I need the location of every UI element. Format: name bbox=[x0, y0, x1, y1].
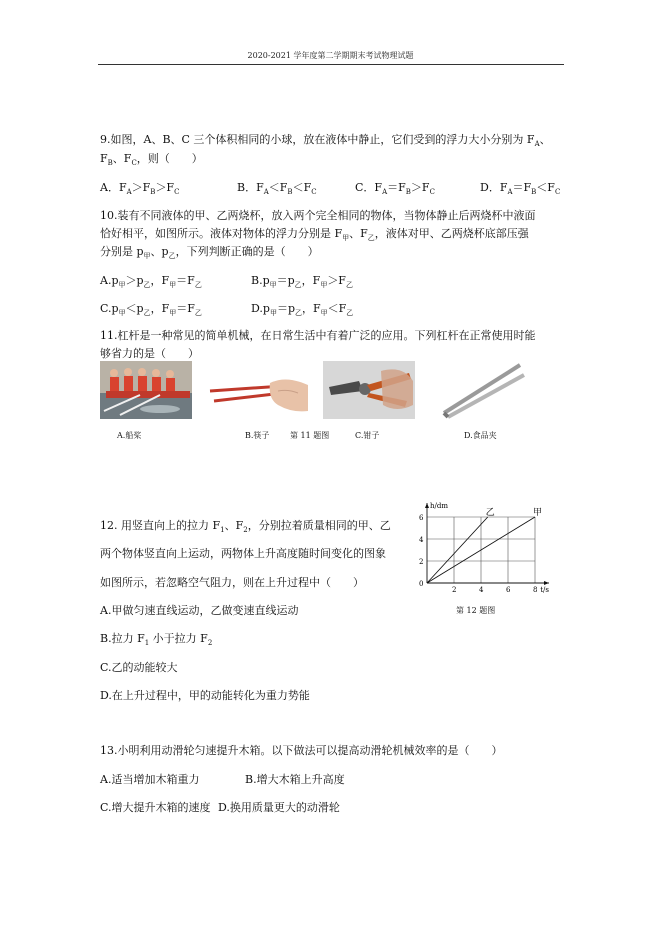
pliers-photo bbox=[323, 361, 415, 419]
q10-option-d: $D.p_甲=p_乙$，$F_甲<F_乙$ bbox=[251, 302, 354, 318]
caption-tongs: D.食品夹 bbox=[464, 431, 497, 440]
q12-line1: 12. 用竖直向上的拉力 $F_1$、$F_2$，分别拉着质量相同的甲、乙 bbox=[100, 519, 391, 535]
caption-figure-11: 第 11 题图 bbox=[290, 431, 330, 440]
caption-pliers: C.钳子 bbox=[355, 431, 380, 440]
caption-chopsticks: B.筷子 bbox=[245, 431, 270, 440]
q12-option-b: B.拉力 $F_1$ 小于拉力 $F_2$ bbox=[100, 632, 213, 648]
y-tick-label: 4 bbox=[419, 536, 424, 544]
header-rule bbox=[98, 64, 564, 65]
q13-option-b: B.增大木箱上升高度 bbox=[245, 773, 345, 786]
food-tongs-photo bbox=[430, 361, 526, 419]
q13-option-a: A.适当增加木箱重力 bbox=[100, 773, 200, 786]
q12-option-c: C.乙的动能较大 bbox=[100, 661, 178, 674]
x-axis-label: t/s bbox=[540, 586, 549, 594]
y-axis-arrow bbox=[425, 503, 429, 508]
q9-line1: 9.如图，A、B、C 三个体积相同的小球，放在液体中静止，它们受到的浮力大小分别为 $F_A$、 bbox=[100, 133, 551, 149]
q12-line3: 如图所示，若忽略空气阻力，则在上升过程中（ ） bbox=[100, 576, 364, 589]
series-label: 甲 bbox=[533, 508, 543, 518]
y-tick-label: 2 bbox=[419, 558, 424, 566]
x-tick-label: 2 bbox=[452, 586, 457, 594]
q12-option-a: A.甲做匀速直线运动，乙做变速直线运动 bbox=[100, 604, 299, 617]
chopsticks-photo bbox=[208, 361, 310, 419]
q13-line1: 13.小明利用动滑轮匀速提升木箱。以下做法可以提高动滑轮机械效率的是（ ） bbox=[100, 744, 503, 757]
y-axis-label: h/dm bbox=[430, 502, 448, 510]
q9-option-c: C．$F_A=F_B>F_C$ bbox=[355, 181, 435, 197]
series-label: 乙 bbox=[485, 508, 495, 518]
x-tick-label: 4 bbox=[479, 586, 484, 594]
q12-chart bbox=[415, 500, 565, 605]
origin-label: 0 bbox=[419, 580, 424, 588]
x-tick-label: 8 bbox=[533, 586, 538, 594]
q10-line3: 分别是 $p_甲$、$p_乙$，下列判断正确的是（ ） bbox=[100, 245, 319, 261]
x-axis-arrow bbox=[544, 581, 549, 585]
q10-option-c: $C.p_甲<p_乙$，$F_甲=F_乙$ bbox=[100, 302, 202, 318]
caption-oar: A.船桨 bbox=[117, 431, 142, 440]
q9-option-b: B．$F_A<F_B<F_C$ bbox=[237, 181, 317, 197]
series-line bbox=[427, 517, 488, 583]
q10-option-a: $A.p_甲>p_乙$，$F_甲=F_乙$ bbox=[100, 274, 202, 290]
q11-line1: 11.杠杆是一种常见的简单机械，在日常生活中有着广泛的应用。下列杠杆在正常使用时能 bbox=[100, 329, 536, 342]
q13-option-d: D.换用质量更大的动滑轮 bbox=[218, 801, 340, 814]
page-header: 2020-2021 学年度第二学期期末考试物理试题 bbox=[247, 51, 414, 60]
figure-12-caption: 第 12 题图 bbox=[456, 606, 496, 615]
q10-line2: 恰好相平，如图所示。液体对物体的浮力分别是 $F_甲$、$F_乙$，液体对甲、乙两烧杯底部压强 bbox=[100, 227, 529, 243]
q12-line2: 两个物体竖直向上运动，两物体上升高度随时间变化的图象 bbox=[100, 547, 386, 560]
y-tick-label: 6 bbox=[419, 514, 424, 522]
q9-option-d: D．$F_A=F_B<F_C$ bbox=[480, 181, 561, 197]
rowing-oar-photo bbox=[100, 361, 192, 419]
q12-option-d: D.在上升过程中，甲的动能转化为重力势能 bbox=[100, 689, 310, 702]
q13-option-c: C.增大提升木箱的速度 bbox=[100, 801, 211, 814]
q10-line1: 10.装有不同液体的甲、乙两烧杯，放入两个完全相同的物体，当物体静止后两烧杯中液面 bbox=[100, 209, 536, 222]
q10-option-b: $B.p_甲=p_乙$，$F_甲>F_乙$ bbox=[251, 274, 353, 290]
x-tick-label: 6 bbox=[506, 586, 511, 594]
q11-line2: 够省力的是（ ） bbox=[100, 347, 199, 360]
q9-line2: $F_B$、$F_C$，则（ ） bbox=[100, 152, 203, 168]
q9-option-a: A．$F_A>F_B>F_C$ bbox=[100, 181, 180, 197]
